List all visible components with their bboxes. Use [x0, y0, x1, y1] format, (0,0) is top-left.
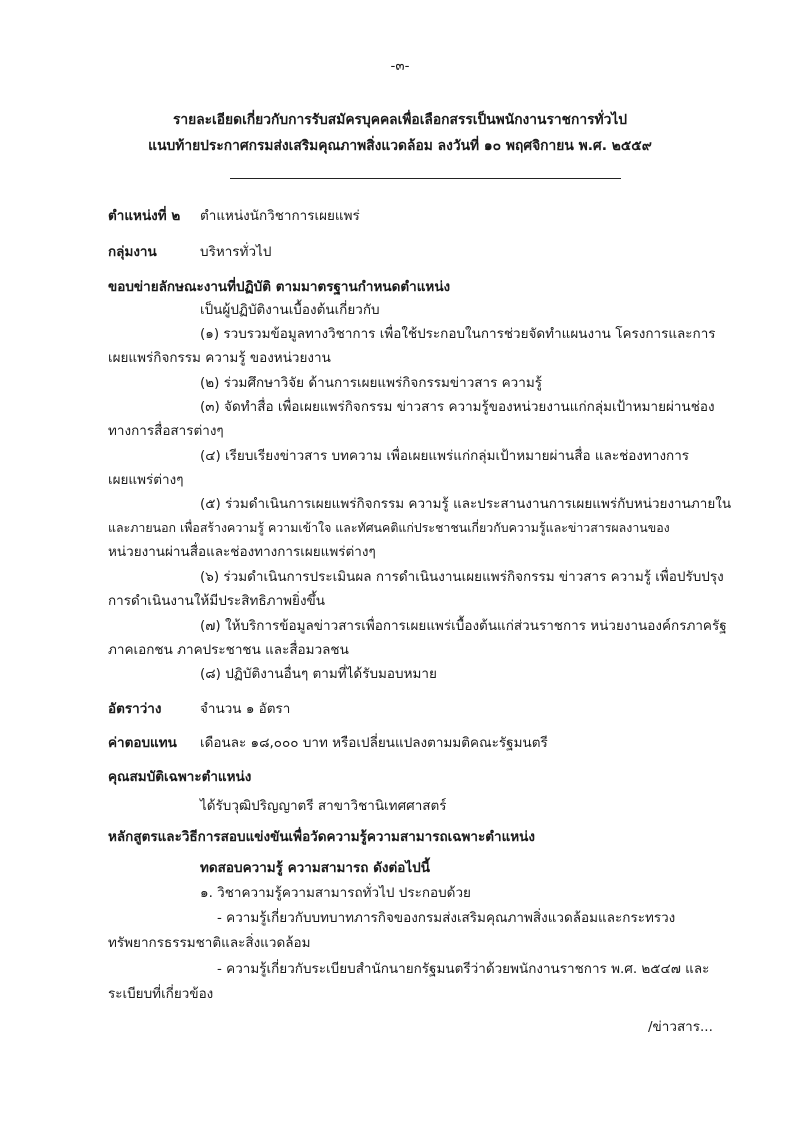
exam-heading: หลักสูตรและวิธีการสอบแข่งขันเพื่อวัดความรู้ความสามารถเฉพาะตำแหน่ง	[108, 829, 535, 845]
exam-item-1: ๑. วิชาความรู้ความสามารถทั่วไป ประกอบด้วย	[200, 885, 471, 901]
duty-6-line1: (๖) ร่วมดำเนินการประเมินผล การดำเนินงานเผยแพร่กิจกรรม ข่าวสาร ความรู้ เพื่อปรับปรุง	[200, 569, 724, 585]
position-label: ตำแหน่งที่ ๒	[108, 208, 181, 224]
vacancy-value: จำนวน ๑ อัตรา	[200, 701, 291, 717]
continuation-marker: /ข่าวสาร...	[648, 1019, 713, 1035]
work-group-label: กลุ่มงาน	[108, 244, 157, 260]
vacancy-label: อัตราว่าง	[108, 701, 162, 717]
duty-5-line1: (๕) ร่วมดำเนินการเผยแพร่กิจกรรม ความรู้ และประสานงานการเผยแพร่กับหน่วยงานภายใน	[200, 496, 732, 512]
duty-4-line2: เผยแพร่ต่างๆ	[108, 472, 184, 488]
position-value: ตำแหน่งนักวิชาการเผยแพร่	[200, 208, 360, 224]
exam-item-1-sub2-line2: ระเบียบที่เกี่ยวข้อง	[108, 986, 214, 1002]
duty-6-line2: การดำเนินงานให้มีประสิทธิภาพยิ่งขึ้น	[108, 593, 326, 609]
duty-3-line2: ทางการสื่อสารต่างๆ	[108, 423, 224, 439]
scope-intro: เป็นผู้ปฏิบัติงานเบื้องต้นเกี่ยวกับ	[200, 302, 380, 318]
duty-8: (๘) ปฏิบัติงานอื่นๆ ตามที่ได้รับมอบหมาย	[200, 666, 437, 682]
exam-subheading: ทดสอบความรู้ ความสามารถ ดังต่อไปนี้	[200, 860, 430, 876]
header-title-line2: แนบท้ายประกาศกรมส่งเสริมคุณภาพสิ่งแวดล้อม ลงวันที่ ๑๐ พฤศจิกายน พ.ศ. ๒๕๕๙	[148, 138, 652, 154]
header-title-line1: รายละเอียดเกี่ยวกับการรับสมัครบุคคลเพื่อเลือกสรรเป็นพนักงานราชการทั่วไป	[172, 112, 628, 128]
duty-7-line1: (๗) ให้บริการข้อมูลข่าวสารเพื่อการเผยแพร่เบื้องต้นแก่ส่วนราชการ หน่วยงานองค์กรภาครัฐ	[200, 618, 727, 634]
page-number: -๓-	[390, 58, 410, 74]
compensation-value: เดือนละ ๑๘,๐๐๐ บาท หรือเปลี่ยนแปลงตามมติคณะรัฐมนตรี	[200, 735, 548, 751]
exam-item-1-sub1-line2: ทรัพยากรธรรมชาติและสิ่งแวดล้อม	[108, 935, 311, 951]
duty-4-line1: (๔) เรียบเรียงข่าวสาร บทความ เพื่อเผยแพร่แก่กลุ่มเป้าหมายผ่านสื่อ และช่องทางการ	[200, 448, 690, 464]
duty-5-line3: หน่วยงานผ่านสื่อและช่องทางการเผยแพร่ต่างๆ	[108, 544, 376, 560]
duty-1-line1: (๑) รวบรวมข้อมูลทางวิชาการ เพื่อใช้ประกอบในการช่วยจัดทำแผนงาน โครงการและการ	[200, 326, 716, 342]
duty-5-line2: และภายนอก เพื่อสร้างความรู้ ความเข้าใจ และทัศนคติแก่ประชาชนเกี่ยวกับความรู้และข่าวสารผลงานของ	[108, 520, 670, 535]
duty-7-line2: ภาคเอกชน ภาคประชาชน และสื่อมวลชน	[108, 642, 349, 658]
exam-item-1-sub2-line1: - ความรู้เกี่ยวกับระเบียบสำนักนายกรัฐมนตรีว่าด้วยพนักงานราชการ พ.ศ. ๒๕๔๗ และ	[217, 961, 710, 977]
exam-item-1-sub1-line1: - ความรู้เกี่ยวกับบทบาทภารกิจของกรมส่งเสริมคุณภาพสิ่งแวดล้อมและกระทรวง	[217, 910, 676, 926]
header-divider	[230, 178, 621, 179]
duty-3-line1: (๓) จัดทำสื่อ เพื่อเผยแพร่กิจกรรม ข่าวสาร ความรู้ของหน่วยงานแก่กลุ่มเป้าหมายผ่านช่อง	[200, 399, 715, 415]
work-group-value: บริหารทั่วไป	[200, 244, 272, 260]
qualification-heading: คุณสมบัติเฉพาะตำแหน่ง	[108, 769, 252, 785]
compensation-label: ค่าตอบแทน	[108, 735, 177, 751]
duty-1-line2: เผยแพร่กิจกรรม ความรู้ ของหน่วยงาน	[108, 350, 331, 366]
duty-2: (๒) ร่วมศึกษาวิจัย ด้านการเผยแพร่กิจกรรมข่าวสาร ความรู้	[200, 375, 542, 391]
qualification-value: ได้รับวุฒิปริญญาตรี สาขาวิชานิเทศศาสตร์	[200, 798, 447, 814]
scope-heading: ขอบข่ายลักษณะงานที่ปฏิบัติ ตามมาตรฐานกำหนดตำแหน่ง	[108, 279, 451, 295]
